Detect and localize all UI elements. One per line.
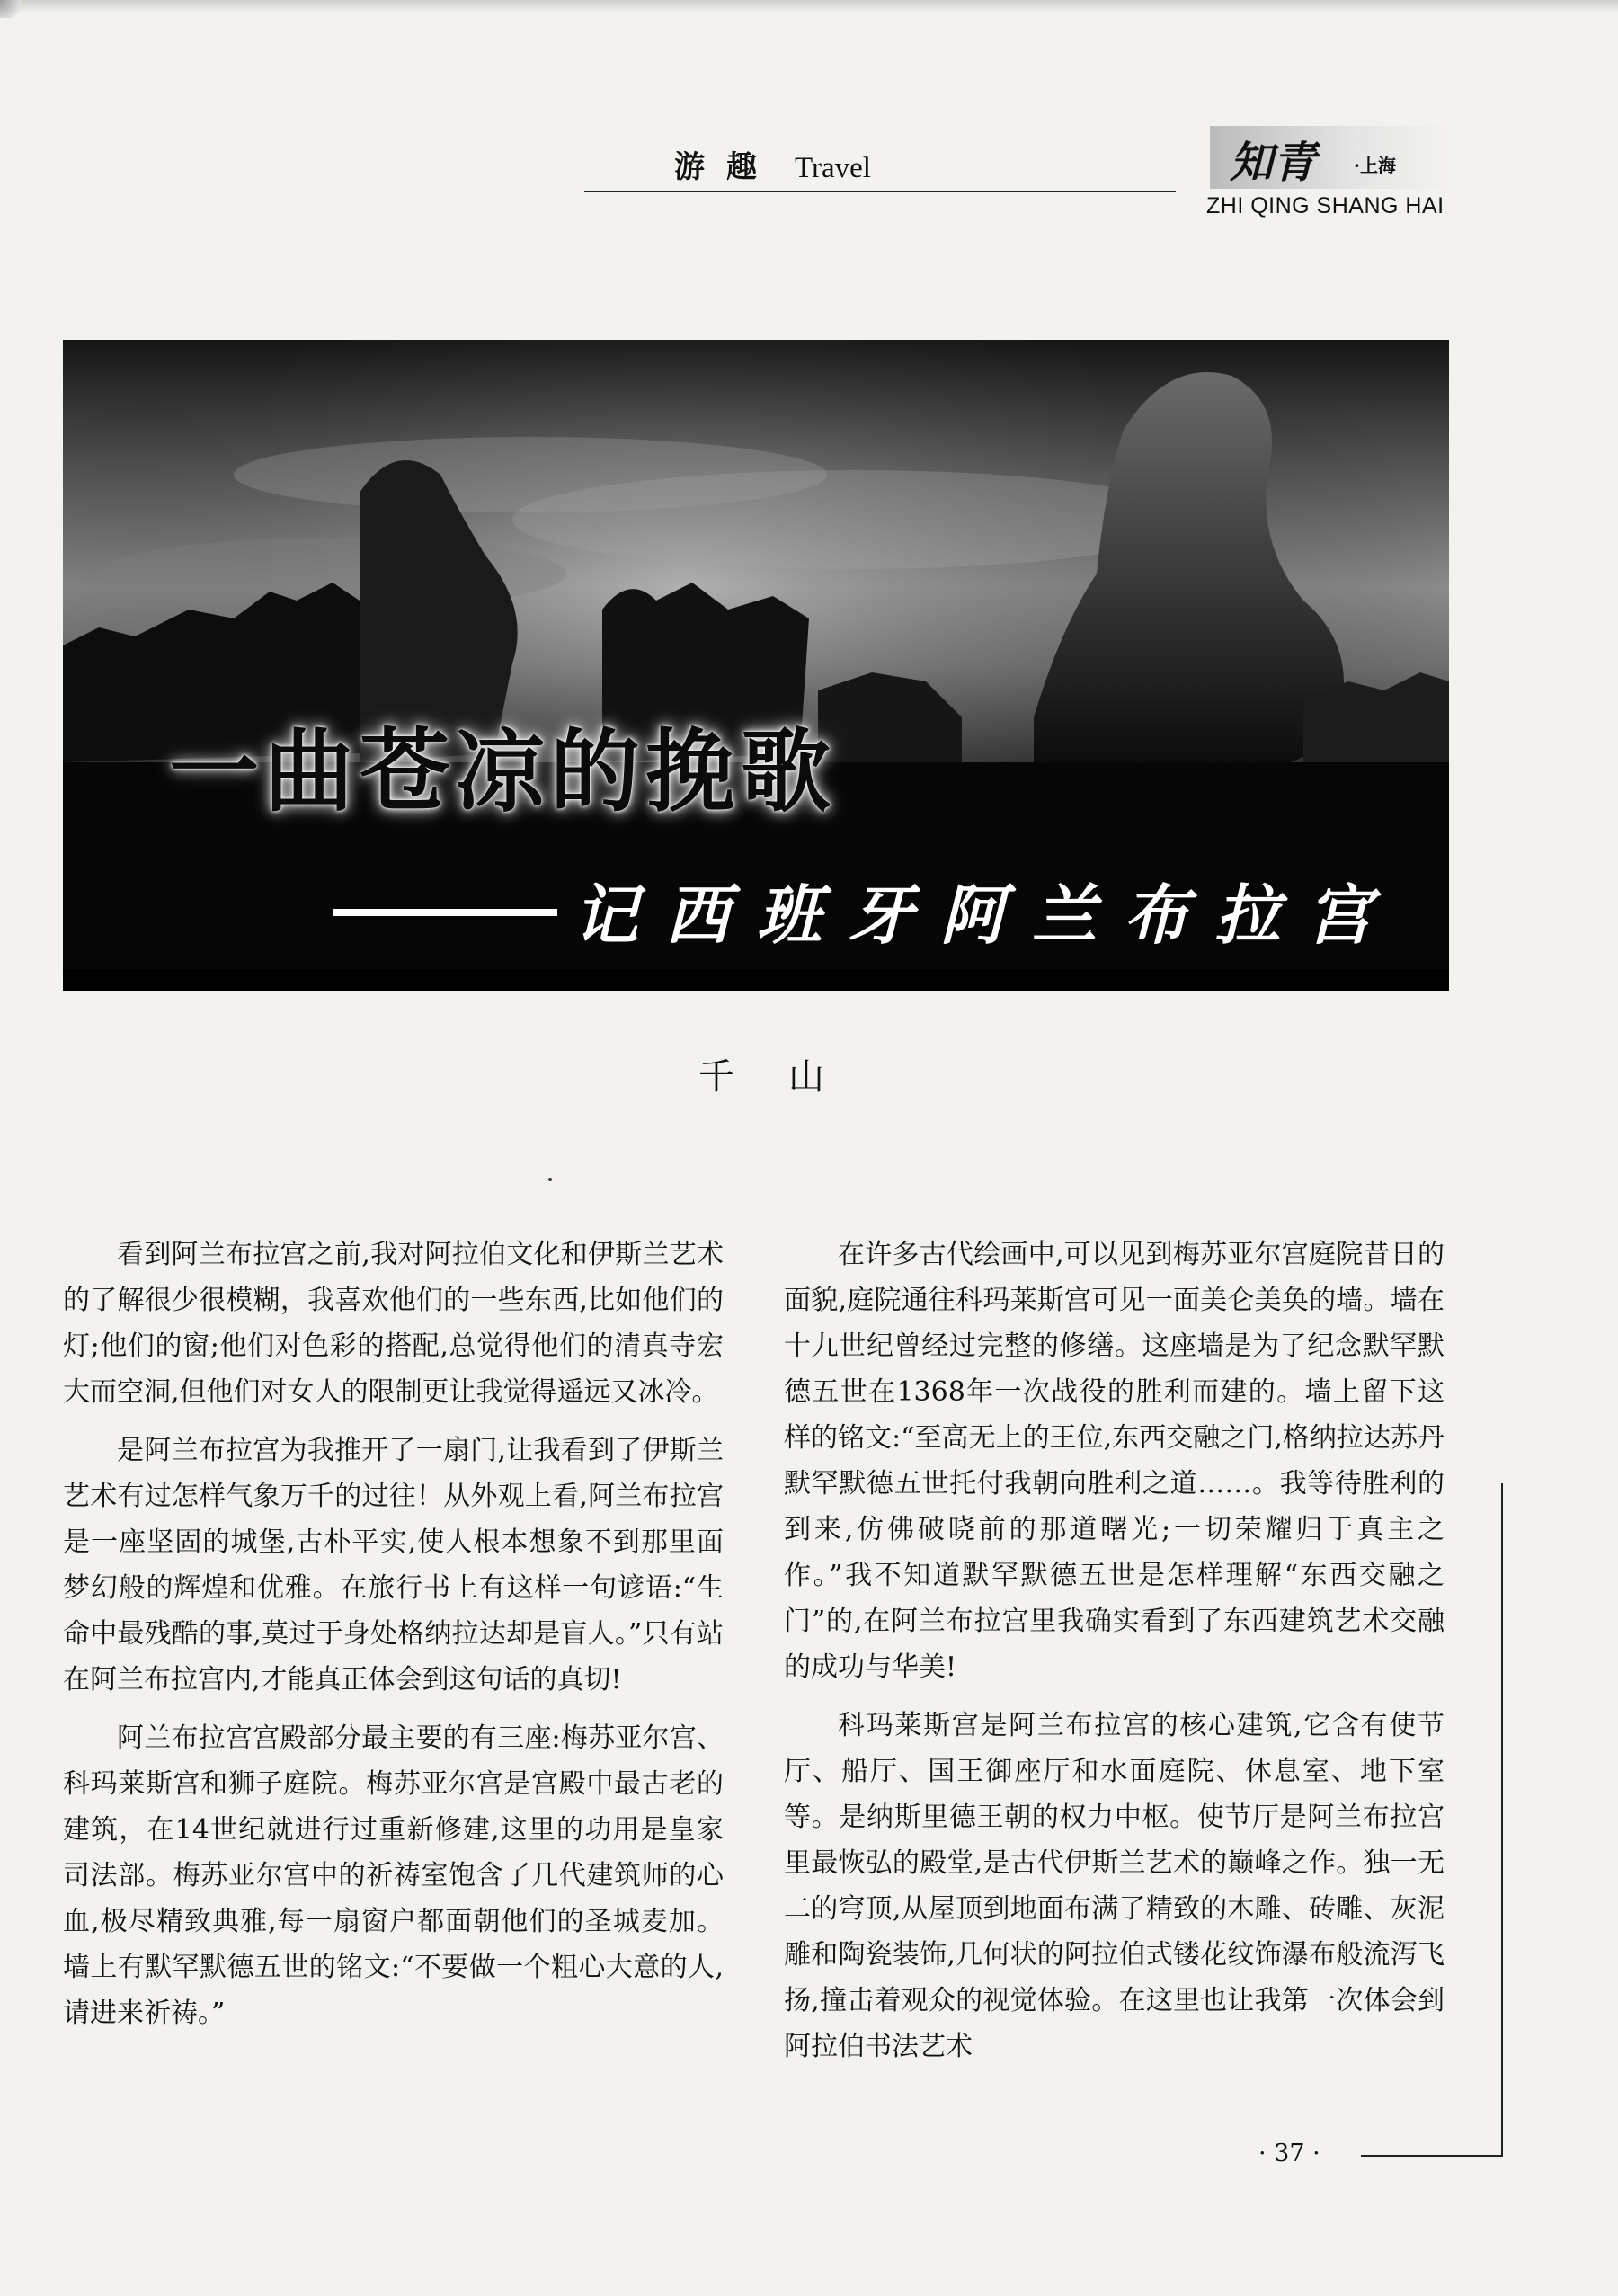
scan-corner-shadow <box>0 0 27 18</box>
magazine-logo <box>1210 126 1453 189</box>
author-name: 千山 <box>698 1056 878 1098</box>
paragraph: 阿兰布拉宫宫殿部分最主要的有三座:梅苏亚尔宫、科玛莱斯宫和狮子庭院。梅苏亚尔宫是宫殿中最古老的建筑，在14世纪就进行过重新修建,这里的功用是皇家司法部。梅苏亚尔宫中的祈祷室饱含了几代建筑师的心血,极尽精致典雅,每一扇窗户都面朝他们的圣城麦加。墙上有默罕默德五世的铭文:“不要做一个粗心大意的人,请进来祈祷。” <box>63 1722 724 2029</box>
paragraph: 是阿兰布拉宫为我推开了一扇门,让我看到了伊斯兰艺术有过怎样气象万千的过往！从外观上看,阿兰布拉宫是一座坚固的城堡,古朴平实,使人根本想象不到那里面梦幻般的辉煌和优雅。在旅行书上有这样一句谚语:“生命中最残酷的事,莫过于身处格纳拉达却是盲人。”只有站在阿兰布拉宫内,才能真正体会到这句话的真切! <box>63 1435 724 1695</box>
magazine-brand: 知青 <box>1230 138 1317 188</box>
article-subtitle: 记西班牙阿兰布拉宫 <box>573 877 1400 953</box>
hero-image <box>63 340 1449 991</box>
section-label-cn: 游趣 <box>674 149 778 185</box>
paragraph: 在许多古代绘画中,可以见到梅苏亚尔宫庭院昔日的面貌,庭院通往科玛莱斯宫可见一面美仑美奂的墙。墙在十九世纪曾经过完整的修缮。这座墙是为了纪念默罕默德五世在1368年一次战役的胜利而建的。墙上留下这样的铭文:“至高无上的王位,东西交融之门,格纳拉达苏丹默罕默德五世托付我朝向胜利之道……。我等待胜利的到来,仿佛破晓前的那道曙光;一切荣耀归于真主之作。”我不知道默罕默德五世是怎样理解“东西交融之门”的,在阿兰布拉宫里我确实看到了东西建筑艺术交融的成功与华美! <box>784 1239 1445 1683</box>
section-label-en: Travel <box>795 152 871 184</box>
article-title: 一曲苍凉的挽歌 <box>169 719 836 824</box>
paragraph: 科玛莱斯宫是阿兰布拉宫的核心建筑,它含有使节厅、船厅、国王御座厅和水面庭院、休息室、地下室等。是纳斯里德王朝的权力中枢。使节厅是阿兰布拉宫里最恢弘的殿堂,是古代伊斯兰艺术的巅峰之作。独一无二的穹顶,从屋顶到地面布满了精致的木雕、砖雕、灰泥雕和陶瓷装饰,几何状的阿拉伯式镂花纹饰瀑布般流泻飞扬,撞击着观众的视觉体验。在这里也让我第一次体会到阿拉伯书法艺术 <box>784 1710 1445 2062</box>
scan-top-edge <box>0 0 1618 13</box>
subtitle-dash <box>333 909 557 916</box>
paragraph: 看到阿兰布拉宫之前,我对阿拉伯文化和伊斯兰艺术的了解很少很模糊，我喜欢他们的一些东西,比如他们的灯;他们的窗;他们对色彩的搭配,总觉得他们的清真寺宏大而空洞,但他们对女人的限制更让我觉得遥远又冰冷。 <box>63 1239 724 1408</box>
scan-dot <box>548 1178 552 1181</box>
page-number: · 37 · <box>1258 2140 1320 2167</box>
footer-rule <box>1361 2155 1503 2157</box>
magazine-brand-sub: ·上海 <box>1354 155 1396 176</box>
magazine-subtitle: ZHI QING SHANG HAI <box>1206 193 1445 218</box>
header-rule <box>584 191 1176 192</box>
column-right <box>784 1232 1445 2082</box>
margin-rule <box>1501 1483 1503 2156</box>
column-left <box>63 1232 724 2049</box>
section-header <box>674 142 871 186</box>
